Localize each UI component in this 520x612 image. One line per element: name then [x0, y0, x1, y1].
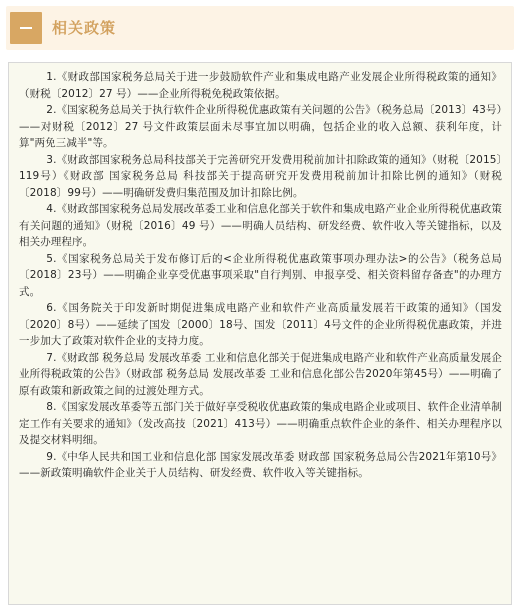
header-accent-block	[10, 12, 42, 44]
dash-icon	[20, 27, 32, 29]
section-header	[6, 6, 514, 50]
policy-item-5: 5.《国家税务总局关于发布修订后的<企业所得税优惠政策事项办理办法>的公告》（税务总局〔2018〕23号）——明确企业享受优惠事项采取"自行判别、申报享受、相关资料留存备查"的办理方式。	[19, 252, 502, 298]
section-title: 相关政策	[52, 19, 117, 37]
policy-list	[19, 69, 502, 482]
policy-item-2: 2.《国家税务总局关于执行软件企业所得税优惠政策有关问题的公告》（税务总局〔2013〕43号）——对财税〔2012〕27 号文件政策层面未尽事宜加以明确，包括企业的收入总额、获利年度，计算"两免三减半"等。	[19, 104, 502, 149]
policy-item-4: 4.《财政部国家税务总局发展改革委工业和信息化部关于软件和集成电路产业企业所得税优惠政策有关问题的通知》（财税〔2016〕49 号）——明确人员结构、研发经费、软件收入等关键指标，以及相关办理程序。	[19, 203, 502, 248]
policy-item-6: 6.《国务院关于印发新时期促进集成电路产业和软件产业高质量发展若干政策的通知》（国发〔2020〕8号）——延续了国发〔2000〕18号、国发〔2011〕4号文件的企业所得税优惠政策，并进一步加大了政策对软件企业的支持力度。	[19, 302, 502, 347]
policy-item-7: 7.《财政部 税务总局 发展改革委 工业和信息化部关于促进集成电路产业和软件产业高质量发展企业所得税政策的公告》（财政部 税务总局 发展改革委 工业和信息化部公告2020年第45号）——明确了原有政策和新政策之间的过渡处理方式。	[19, 351, 502, 397]
policy-item-1: 1.《财政部国家税务总局关于进一步鼓励软件产业和集成电路产业发展企业所得税政策的通知》（财税〔2012〕27 号）——企业所得税免税政策依据。	[19, 71, 502, 100]
policy-item-8: 8.《国家发展改革委等五部门关于做好享受税收优惠政策的集成电路企业或项目、软件企业清单制定工作有关要求的通知》（发改高技〔2021〕413号）——明确重点软件企业的条件、相关办理程序以及提交材料明细。	[19, 401, 502, 446]
policy-item-9: 9.《中华人民共和国工业和信息化部 国家发展改革委 财政部 国家税务总局公告2021年第10号》——新政策明确软件企业关于人员结构、研发经费、软件收入等关键指标。	[19, 450, 502, 479]
policy-item-3: 3.《财政部国家税务总局科技部关于完善研究开发费用税前加计扣除政策的通知》（财税〔2015〕119号）《财政部 国家税务总局 科技部关于提高研究开发费用税前加计扣除比例的通知》（财税〔2018〕99号）——明确研发费归集范围及加计扣除比例。	[19, 153, 502, 199]
policy-panel	[8, 62, 512, 605]
